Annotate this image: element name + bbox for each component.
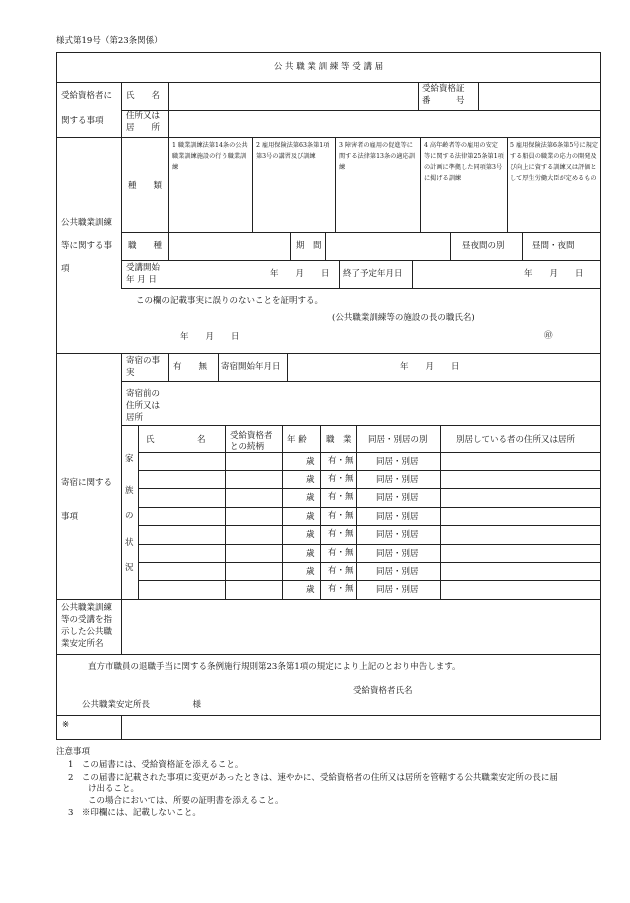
lodging-fact-label-2: 実 bbox=[126, 368, 135, 378]
family-row-job[interactable]: 有・無 bbox=[328, 566, 354, 576]
seal-mark: ㊞ bbox=[544, 331, 553, 341]
family-label-char-4: 状 bbox=[125, 538, 134, 548]
official-use-mark: ※ bbox=[62, 720, 70, 730]
period-label: 期 間 bbox=[296, 241, 322, 251]
form-title: 公 共 職 業 訓 練 等 受 講 届 bbox=[273, 62, 384, 72]
family-row-job[interactable]: 有・無 bbox=[328, 456, 354, 466]
facility-head-label: (公共職業訓練等の施設の長の職氏名) bbox=[332, 313, 475, 323]
family-label-char-3: の bbox=[125, 511, 134, 521]
family-label-char-1: 家 bbox=[125, 454, 134, 464]
certify-text: この欄の記載事実に誤りのないことを証明する。 bbox=[136, 296, 324, 306]
training-type-option-5[interactable]: 5 雇用保険法第6条第5号に規定する船員の職業の応力の開発及び向上に資する訓練又は評価として厚生労働大臣が定めるもの bbox=[510, 142, 599, 182]
training-type-option-1[interactable]: 1 職業訓練法第14条の公共職業訓練施設の行う職業訓練 bbox=[172, 142, 248, 171]
prev-address-label-2: 住所又は bbox=[126, 401, 161, 411]
lodging-fact-selector[interactable]: 有 無 bbox=[173, 362, 208, 372]
family-row-cohab[interactable]: 同居・別居 bbox=[376, 549, 419, 559]
family-row-cohab[interactable]: 同居・別居 bbox=[376, 567, 419, 577]
lodging-section-label: 寄宿に関する bbox=[61, 478, 113, 488]
end-date-label: 終了予定年月日 bbox=[343, 269, 403, 279]
note-item: 2 この届書に記載された事項に変更があったときは、速やかに、受給資格者の住所又は居所を管轄する公共職業安定所の長に届 bbox=[68, 773, 558, 783]
lodging-start-date-field[interactable]: 年 月 日 bbox=[400, 362, 460, 372]
family-label-char-5: 況 bbox=[125, 563, 134, 573]
prev-address-field[interactable] bbox=[170, 383, 599, 423]
family-row-job[interactable]: 有・無 bbox=[328, 548, 354, 558]
family-row-job[interactable]: 有・無 bbox=[328, 529, 354, 539]
family-row-age[interactable]: 歳 bbox=[306, 457, 315, 467]
recipient-section-label-2: 関する事項 bbox=[61, 116, 104, 126]
family-label-char-2: 族 bbox=[125, 486, 134, 496]
family-row-age[interactable]: 歳 bbox=[306, 493, 315, 503]
training-section-label: 公共職業訓練 bbox=[61, 218, 113, 228]
training-type-option-2[interactable]: 2 雇用保険法第63条第1項第3号の講習及び訓練 bbox=[256, 142, 330, 160]
training-section-label-3: 項 bbox=[61, 264, 70, 274]
office-label: 公共職業訓練 bbox=[61, 603, 113, 613]
cert-number-label: 受給資格証 bbox=[422, 84, 465, 94]
name-label: 氏 名 bbox=[126, 91, 161, 101]
family-row-cohab[interactable]: 同居・別居 bbox=[376, 585, 419, 595]
cert-number-label-2: 番 号 bbox=[422, 96, 465, 106]
family-row-cohab[interactable]: 同居・別居 bbox=[376, 475, 419, 485]
family-row-age[interactable]: 歳 bbox=[306, 585, 315, 595]
family-col-cohab: 同居・別居の別 bbox=[368, 435, 428, 445]
family-row-age[interactable]: 歳 bbox=[306, 512, 315, 522]
start-date-field[interactable]: 年 月 日 bbox=[270, 269, 330, 279]
family-row-age[interactable]: 歳 bbox=[306, 567, 315, 577]
certify-date-field[interactable]: 年 月 日 bbox=[180, 332, 240, 342]
address-label-2: 居 所 bbox=[126, 123, 161, 133]
office-label-4: 業安定所名 bbox=[61, 639, 104, 649]
period-field[interactable] bbox=[327, 234, 448, 258]
cert-number-field[interactable] bbox=[480, 84, 599, 108]
family-col-relation: 受給資格者 bbox=[230, 431, 273, 441]
start-date-label: 受講開始 bbox=[126, 263, 161, 273]
end-date-field[interactable]: 年 月 日 bbox=[524, 269, 584, 279]
address-field[interactable] bbox=[170, 112, 599, 136]
declaration-text: 直方市職員の退職手当に関する条例施行規則第23条第1項の規定により上記のとおり申告します。 bbox=[88, 662, 461, 672]
note-item: この場合においては、所要の証明書を添えること。 bbox=[88, 796, 284, 806]
note-item: 1 この届書には、受給資格証を添えること。 bbox=[68, 760, 244, 770]
training-type-label: 種 類 bbox=[128, 181, 163, 191]
family-row-cohab[interactable]: 同居・別居 bbox=[376, 457, 419, 467]
form-number: 様式第19号（第23条関係） bbox=[56, 36, 163, 46]
notes-heading: 注意事項 bbox=[56, 747, 91, 757]
prev-address-label-3: 居所 bbox=[126, 413, 144, 423]
training-type-option-4[interactable]: 4 高年齢者等の雇用の安定等に関する法律第25条第1項の計画に準拠した同項第3号に掲げる訓練 bbox=[424, 142, 504, 182]
family-col-relation-2: との続柄 bbox=[230, 442, 265, 452]
start-date-label-2: 年 月 日 bbox=[126, 275, 157, 285]
office-label-2: 等の受講を指 bbox=[61, 615, 113, 625]
family-row-cohab[interactable]: 同居・別居 bbox=[376, 493, 419, 503]
family-col-job: 職 業 bbox=[326, 435, 352, 445]
lodging-fact-label: 寄宿の事 bbox=[126, 356, 161, 366]
applicant-name-label: 受給資格者氏名 bbox=[353, 686, 413, 696]
office-name-field[interactable] bbox=[123, 601, 599, 652]
prev-address-label: 寄宿前の bbox=[126, 389, 161, 399]
family-row-age[interactable]: 歳 bbox=[306, 475, 315, 485]
lodging-start-label: 寄宿開始年月日 bbox=[221, 362, 281, 372]
family-col-age: 年 齢 bbox=[287, 435, 307, 445]
training-type-option-3[interactable]: 3 障害者の雇用の促進等に関する法律第13条の適応訓練 bbox=[339, 142, 415, 171]
lodging-section-label-2: 事項 bbox=[61, 512, 79, 522]
family-row-age[interactable]: 歳 bbox=[306, 549, 315, 559]
name-field[interactable] bbox=[170, 84, 416, 108]
official-use-field bbox=[123, 717, 599, 738]
training-section-label-2: 等に関する事 bbox=[61, 241, 113, 251]
recipient-section-label: 受給資格者に bbox=[61, 91, 113, 101]
address-label: 住所又は bbox=[126, 111, 161, 121]
job-type-label: 職 種 bbox=[128, 241, 163, 251]
note-item: 3 ※印欄には、記載しないこと。 bbox=[68, 808, 201, 818]
family-row-cohab[interactable]: 同居・別居 bbox=[376, 530, 419, 540]
family-row-age[interactable]: 歳 bbox=[306, 530, 315, 540]
job-type-field[interactable] bbox=[170, 234, 288, 258]
family-row-job[interactable]: 有・無 bbox=[328, 492, 354, 502]
applicant-name-field[interactable] bbox=[430, 682, 595, 698]
office-label-3: 示した公共職 bbox=[61, 627, 113, 637]
family-col-name: 氏 名 bbox=[146, 435, 206, 445]
day-night-label: 昼夜間の別 bbox=[462, 241, 505, 251]
family-row-job[interactable]: 有・無 bbox=[328, 511, 354, 521]
addressee-text: 公共職業安定所長 様 bbox=[82, 700, 202, 710]
day-night-selector[interactable]: 昼間・夜間 bbox=[532, 241, 575, 251]
family-col-sep-address: 別居している者の住所又は居所 bbox=[456, 435, 576, 445]
family-row-job[interactable]: 有・無 bbox=[328, 584, 354, 594]
family-row-cohab[interactable]: 同居・別居 bbox=[376, 512, 419, 522]
note-item: け出ること。 bbox=[88, 784, 140, 794]
family-row-job[interactable]: 有・無 bbox=[328, 474, 354, 484]
